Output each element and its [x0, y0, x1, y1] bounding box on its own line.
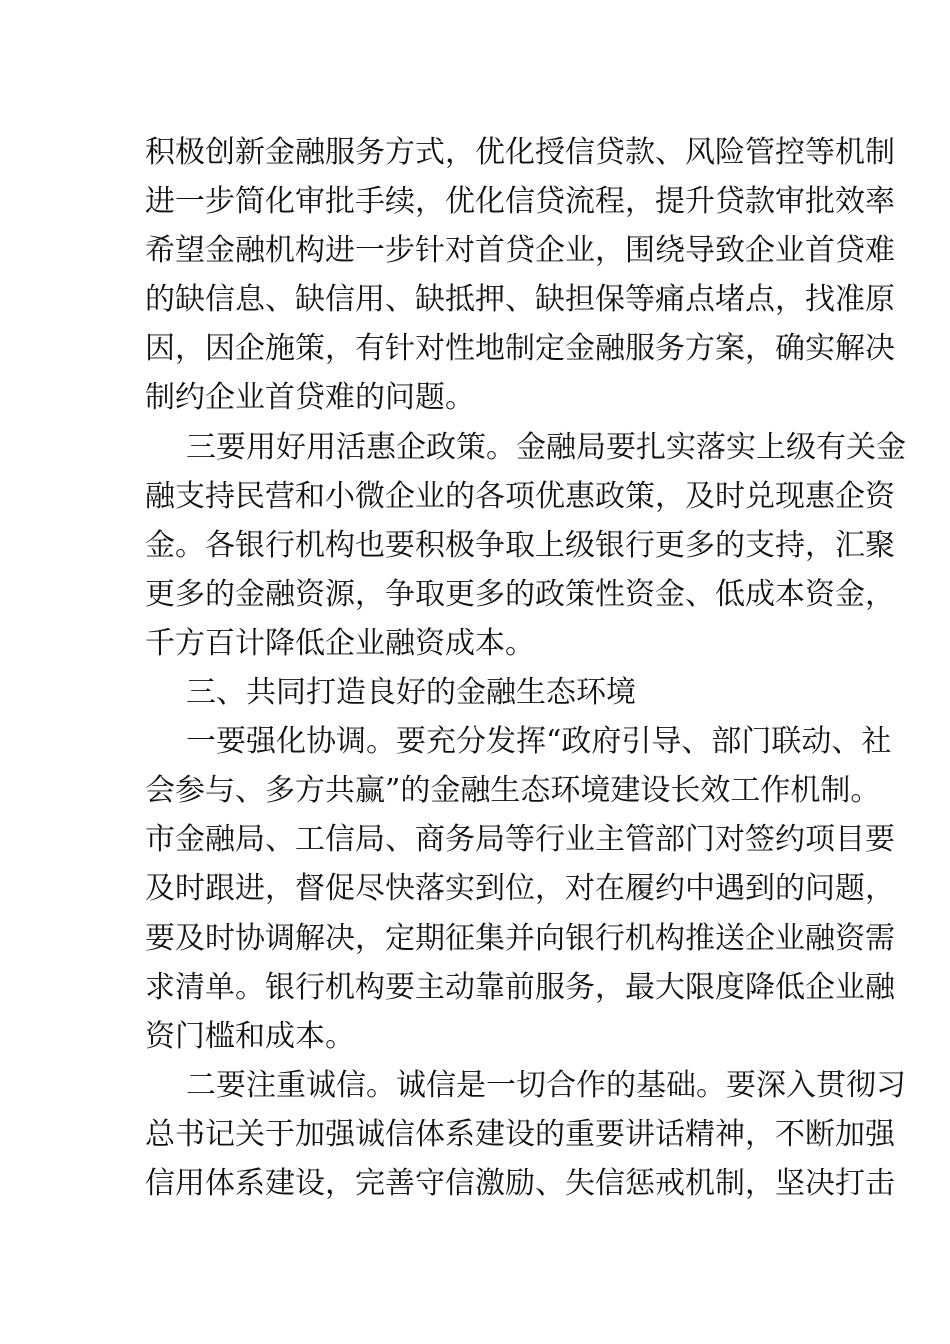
paragraph-first-line: 一要强化协调。要充分发挥“政府引导、部门联动、社 [186, 724, 892, 760]
text-line: 金。各银行机构也要积极争取上级银行更多的支持，汇聚 [145, 527, 895, 563]
text-line: 总书记关于加强诚信体系建设的重要讲话精神，不断加强 [145, 1116, 895, 1152]
text-line: 进一步简化审批手续，优化信贷流程，提升贷款审批效率 [145, 184, 895, 220]
text-line: 希望金融机构进一步针对首贷企业，围绕导致企业首贷难 [145, 233, 895, 269]
text-line: 积极创新金融服务方式，优化授信贷款、风险管控等机制 [145, 135, 895, 170]
text-line: 要及时协调解决，定期征集并向银行机构推送企业融资需 [145, 920, 895, 956]
paragraph-first-line: 三要用好用活惠企政策。金融局要扎实落实上级有关金 [186, 429, 906, 465]
body-text [145, 128, 906, 1208]
text-line: 会参与、多方共赢”的金融生态环境建设长效工作机制。 [145, 773, 881, 809]
text-line: 千方百计降低企业融资成本。 [145, 625, 535, 661]
text-line: 求清单。银行机构要主动靠前服务，最大限度降低企业融 [145, 969, 895, 1005]
text-line: 信用体系建设，完善守信激励、失信惩戒机制，坚决打击 [145, 1165, 895, 1201]
text-line: 的缺信息、缺信用、缺抵押、缺担保等痛点堵点，找准原 [145, 282, 895, 318]
text-line: 融支持民营和小微企业的各项优惠政策，及时兑现惠企资 [145, 478, 895, 514]
text-line: 市金融局、工信局、商务局等行业主管部门对签约项目要 [145, 822, 895, 858]
text-line: 资门槛和成本。 [145, 1018, 355, 1054]
text-line: 因，因企施策，有针对性地制定金融服务方案，确实解决 [145, 331, 895, 367]
paragraph-first-line: 二要注重诚信。诚信是一切合作的基础。要深入贯彻习 [186, 1067, 906, 1103]
text-line: 制约企业首贷难的问题。 [145, 380, 475, 416]
section-heading: 三、共同打造良好的金融生态环境 [186, 675, 636, 711]
text-line: 及时跟进，督促尽快落实到位，对在履约中遇到的问题， [145, 871, 895, 907]
text-line: 更多的金融资源，争取更多的政策性资金、低成本资金， [145, 576, 895, 612]
